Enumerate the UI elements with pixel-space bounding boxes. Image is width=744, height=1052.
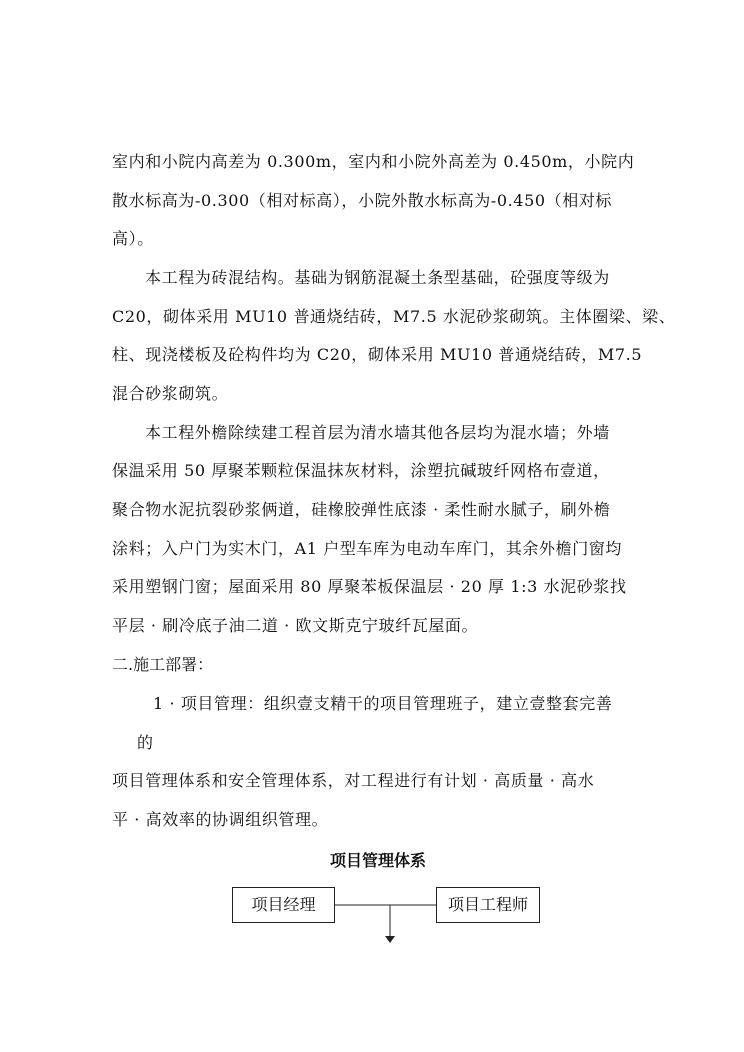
downward-arrow-icon <box>385 936 395 943</box>
item-1-line-3: 项目管理体系和安全管理体系，对工程进行有计划 · 高质量 · 高水 <box>112 771 595 790</box>
item-1-line-1: 1 · 项目管理：组织壹支精干的项目管理班子，建立壹整套完善 <box>153 694 613 713</box>
paragraph-2-line-3: 柱、现浇楼板及砼构件均为 C20，砌体采用 MU10 普通烧结砖，M7.5 <box>112 345 643 364</box>
paragraph-3-line-2: 保温采用 50 厚聚苯颗粒保温抹灰材料，涂塑抗碱玻纤网格布壹道， <box>112 461 610 480</box>
paragraph-1-line-1: 室内和小院内高差为 0.300m，室内和小院外高差为 0.450m，小院内 <box>112 152 635 171</box>
paragraph-1-line-3: 高）。 <box>112 229 154 248</box>
paragraph-3-line-3: 聚合物水泥抗裂砂浆俩道，硅橡胶弹性底漆 · 柔性耐水腻子，刷外檐 <box>112 500 611 519</box>
paragraph-3-line-1: 本工程外檐除续建工程首层为清水墙其他各层均为混水墙；外墙 <box>145 423 610 442</box>
paragraph-3-line-6: 平层 · 刷冷底子油二道 · 欧文斯克宁玻纤瓦屋面。 <box>112 616 479 635</box>
diagram-title: 项目管理体系 <box>330 851 427 870</box>
item-1-line-2: 的 <box>137 733 154 752</box>
paragraph-3-line-5: 采用塑钢门窗；屋面采用 80 厚聚苯板保温层 · 20 厚 1:3 水泥砂浆找 <box>112 577 627 596</box>
paragraph-1-line-2: 散水标高为-0.300（相对标高），小院外散水标高为-0.450（相对标 <box>112 191 613 210</box>
paragraph-2-line-1: 本工程为砖混结构。基础为钢筋混凝土条型基础，砼强度等级为 <box>145 268 610 287</box>
node-project-engineer: 项目工程师 <box>436 887 540 923</box>
section-heading: 二.施工部署： <box>112 655 214 674</box>
paragraph-2-line-4: 混合砂浆砌筑。 <box>112 384 229 403</box>
item-1-line-4: 平 · 高效率的协调组织管理。 <box>112 810 329 829</box>
paragraph-3-line-4: 涂料；入户门为实木门，A1 户型车库为电动车库门，其余外檐门窗均 <box>112 539 623 558</box>
paragraph-2-line-2: C20，砌体采用 MU10 普通烧结砖，M7.5 水泥砂浆砌筑。主体圈梁、梁、 <box>112 307 676 326</box>
node-project-manager: 项目经理 <box>232 887 335 923</box>
